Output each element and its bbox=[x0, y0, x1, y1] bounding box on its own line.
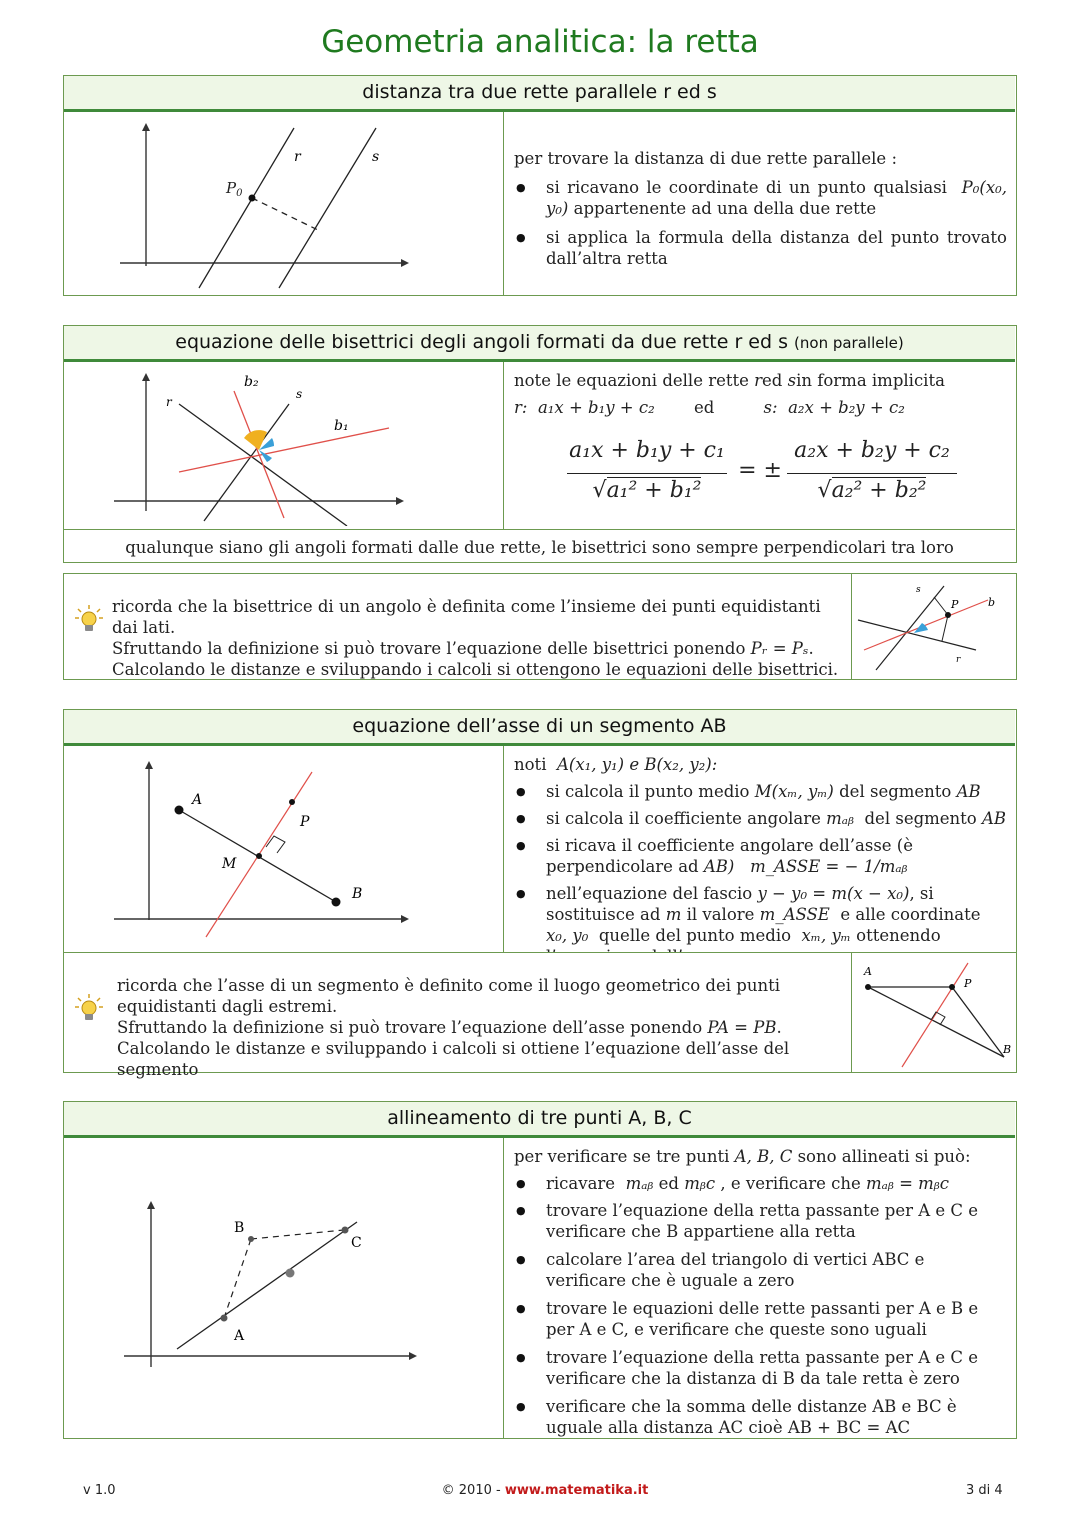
svg-text:b: b bbox=[988, 596, 996, 609]
intro-text: noti A(x₁, y₁) e B(x₂, y₂): bbox=[514, 755, 718, 774]
tip-text: ricorda che l’asse di un segmento è definito come il luogo geometrico dei punti equidistanti dagli estremi. Sfruttando la definizione si può trovare l’equazione dell’asse ponendo PA = PB. Calcolando le distanze e sviluppando i calcoli si ottiene l’equazione dell’asse del segmento bbox=[117, 976, 790, 1079]
tip-axis bbox=[63, 952, 1017, 1079]
lightbulb-icon bbox=[74, 604, 104, 634]
label-s: s bbox=[372, 149, 380, 165]
list-item: ● trovare l’equazione della retta passante per A e C e verificare che B appartiene alla retta bbox=[514, 1200, 1009, 1242]
svg-text:C: C bbox=[351, 1235, 362, 1251]
tip-text: ricorda che la bisettrice di un angolo è definita come l’insieme dei punti equidistanti dai lati. Sfruttando la definizione si può trovare l’equazione delle bisettrici ponendo Pᵣ = Pₛ. Calcolando le distanze e sviluppando i calcoli si ottengono le equazioni delle bisettrici. bbox=[112, 597, 839, 679]
footer-version: v 1.0 bbox=[83, 1483, 116, 1498]
label-b1: b₁ bbox=[334, 418, 349, 434]
bisector-formula: a₁x + b₁y + c₁ √a₁² + b₁² = ± a₂x + b₂y + c₂ √a₂² + b₂² bbox=[559, 438, 979, 518]
svg-text:A: A bbox=[864, 965, 872, 978]
svg-text:P: P bbox=[964, 977, 972, 990]
svg-text:B: B bbox=[234, 1220, 245, 1236]
lightbulb-icon bbox=[74, 993, 104, 1023]
figure-bisector-tip bbox=[856, 578, 1014, 676]
svg-text:s: s bbox=[916, 585, 921, 595]
footer-site-link[interactable]: www.matematika.it bbox=[504, 1483, 649, 1498]
tip-bisector bbox=[63, 573, 1017, 680]
section-distance-parallel bbox=[63, 75, 1017, 296]
list-item: ● si applica la formula della distanza del punto trovato dall’altra retta bbox=[514, 227, 1007, 269]
section-header: allineamento di tre punti A, B, C bbox=[64, 1102, 1015, 1138]
footer-copyright: © 2010 - www.matematika.it bbox=[441, 1483, 649, 1498]
list-item: ● calcolare l’area del triangolo di vertici ABC e verificare che è uguale a zero bbox=[514, 1249, 1009, 1291]
label-s: s bbox=[296, 387, 303, 401]
figure-three-points bbox=[104, 1192, 484, 1382]
svg-text:r: r bbox=[956, 655, 961, 665]
list-item: ● trovare l’equazione della retta passante per A e C e verificare che la distanza di B da tale retta è zero bbox=[514, 1347, 1009, 1389]
section-text bbox=[514, 1146, 1009, 1438]
figure-parallel-lines bbox=[104, 116, 484, 291]
list-item: ● ricavare mₐᵦ ed mᵦc , e verificare che mₐᵦ = mᵦc bbox=[514, 1173, 1009, 1194]
section-text bbox=[514, 370, 1007, 418]
svg-text:B: B bbox=[1003, 1043, 1012, 1056]
label-r: r bbox=[166, 395, 172, 409]
figure-segment-axis bbox=[104, 752, 484, 947]
section-text bbox=[514, 148, 1007, 269]
label-b2: b₂ bbox=[244, 374, 259, 390]
list-item: ● si calcola il coefficiente angolare mₐᵦ del segmento AB bbox=[514, 808, 1009, 829]
section-header: equazione delle bisettrici degli angoli formati da due rette r ed s (non parallele) bbox=[64, 326, 1015, 362]
figure-axis-tip bbox=[856, 957, 1014, 1069]
section-header: distanza tra due rette parallele r ed s bbox=[64, 76, 1015, 112]
bisector-note: qualunque siano gli angoli formati dalle due rette, le bisettrici sono sempre perpendicolari tra loro bbox=[125, 538, 954, 557]
page-title: Geometria analitica: la retta bbox=[321, 24, 759, 60]
section-text bbox=[514, 754, 1009, 967]
footer-page-number: 3 di 4 bbox=[966, 1483, 1003, 1498]
svg-text:B: B bbox=[352, 886, 363, 902]
equations-line: r: a₁x + b₁y + c₂ ed s: a₂x + b₂y + c₂ bbox=[514, 398, 905, 417]
section-header: equazione dell’asse di un segmento AB bbox=[64, 710, 1015, 746]
label-p0: $P_0$ bbox=[226, 179, 243, 199]
svg-text:M: M bbox=[222, 856, 237, 872]
label-r: r bbox=[294, 149, 301, 165]
svg-text:P: P bbox=[951, 598, 959, 611]
list-item: ● si calcola il punto medio M(xₘ, yₘ) del segmento AB bbox=[514, 781, 1009, 802]
list-item: ● si ricavano le coordinate di un punto qualsiasi P₀(x₀, y₀) appartenente ad una della due rette bbox=[514, 177, 1007, 219]
svg-text:P: P bbox=[300, 814, 310, 830]
section-axis bbox=[63, 709, 1017, 953]
figure-bisectors bbox=[104, 366, 484, 526]
intro-text: note le equazioni delle rette red sin forma implicita bbox=[514, 371, 945, 390]
intro-text: per trovare la distanza di due rette parallele : bbox=[514, 149, 897, 168]
svg-text:A: A bbox=[192, 792, 203, 808]
section-bisectors bbox=[63, 325, 1017, 563]
svg-text:A: A bbox=[234, 1328, 245, 1344]
list-item: ● nell’equazione del fascio y − y₀ = m(x − x₀), si sostituisce ad m il valore m_ASSE e alle coordinate x₀, y₀ quelle del punto medio xₘ, yₘ ottenendo bbox=[514, 883, 1009, 967]
list-item: ● verificare che la somma delle distanze AB e BC è uguale alla distanza AC cioè AB + BC = AC bbox=[514, 1396, 1009, 1438]
list-item: ● si ricava il coefficiente angolare dell’asse (è perpendicolare ad AB) m_ASSE = − 1/mₐᵦ bbox=[514, 835, 1009, 877]
intro-text: per verificare se tre punti A, B, C sono allineati si può: bbox=[514, 1147, 971, 1166]
section-alignment bbox=[63, 1101, 1017, 1439]
list-item: ● trovare le equazioni delle rette passanti per A e B e per A e C, e verificare che queste sono uguali bbox=[514, 1298, 1009, 1340]
